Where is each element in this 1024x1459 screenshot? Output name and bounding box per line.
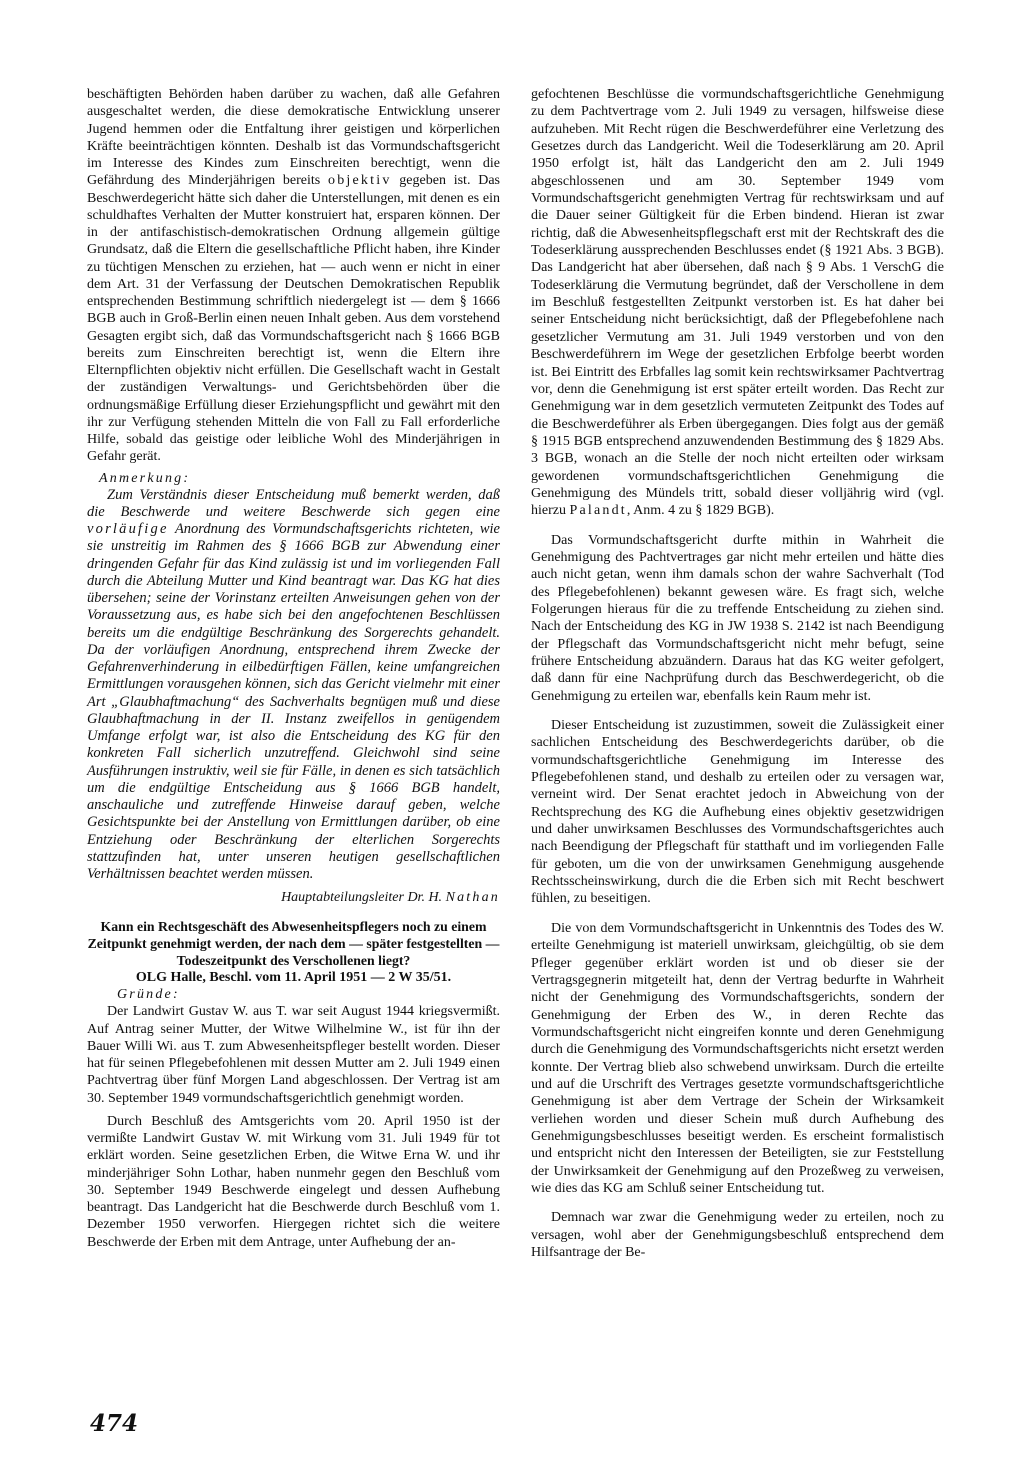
author-signature — [87, 889, 500, 906]
case-headline: Kann ein Rechtsgeschäft des Abwesenheitspflegers noch zu einem Zeitpunkt genehmigt werden, der nach dem — später festgestellten — Todeszeitpunkt des Verschollenen liegt? — [87, 919, 500, 969]
case-citation: OLG Halle, Beschl. vom 11. April 1951 — 2 W 35/51. — [135, 970, 452, 986]
emphasis: vorläufige — [87, 521, 169, 537]
text-run: beschäftigten Behörden haben darüber zu wachen, daß alle Gefahren ausgeschaltet werden, die diese demokratische Entwicklung unserer Jugend hemmen oder die Entfaltung ihrer geistigen und körperlichen Kräfte beeinträchtigen könnten. Deshalb ist das Vormundschaftsgericht im Interesse des Kindes zum Einschreiten berechtigt, wenn die Gefährdung des Minderjährigen bereits — [87, 87, 500, 189]
author-title: Hauptabteilungsleiter Dr. H. — [281, 890, 443, 906]
annotation-paragraph — [87, 487, 500, 884]
emphasis: Palandt — [569, 503, 627, 519]
paragraph: Der Landwirt Gustav W. aus T. war seit August 1944 kriegsvermißt. Auf Antrag seiner Mutter, der Witwe Wilhelmine W., ist für ihn der Bauer Willi Wi. aus T. zum Abwesenheitspfleger bestellt worden. Dieser hat für seinen Pflegebefohlenen mit dessen Mutter am 2. Juli 1949 einen Pachtvertrag über fünf Morgen Land abgeschlossen. Der Vertrag ist am 30. September 1949 vormundschaftsgerichtlich genehmigt worden. — [87, 1004, 500, 1106]
paragraph: Die von dem Vormundschaftsgericht in Unkenntnis des Todes des W. erteilte Genehmigung ist materiell unwirksam, gleichgültig, ob sie dem Pfleger gegenüber erklärt worden ist und ob dieser sie der Vertragsgegnerin mitgeteilt hat, denn der Vertrag bedurfte in Wahrheit nicht der Genehmigung des Vormundschaftsgerichts, sondern der Genehmigung der Erben des W., in deren Rechte das Vormundschaftsgericht nicht eingreifen konnte und deren Genehmigung durch die Genehmigung des Vormundschaftsgerichts nicht ersetzt werden konnte. Der Vertrag blieb also schwebend unwirksam. Durch die erteilte und auf die Urschrift des Vertrages gesetzte vormundschaftsgerichtliche Genehmigung ist aber dem Vertrage der Schein der Wirksamkeit verliehen worden und dieser Schein muß durch Aufhebung des Genehmigungsbeschlusses beseitigt werden. Es erscheint formalistisch und entspricht nicht den Interessen der Beteiligten, sie zur Feststellung der Unwirksamkeit der Genehmigung auf den Prozeßweg zu verweisen, wie dies das KG am Schluß seiner Entscheidung tut. — [531, 920, 944, 1196]
page-number: 474 — [90, 1410, 139, 1437]
text-run: , Anm. 4 zu § 1829 BGB). — [626, 503, 775, 519]
annotation-heading: Anmerkung: — [99, 470, 191, 486]
paragraph: Dieser Entscheidung ist zuzustimmen, soweit die Zulässigkeit einer sachlichen Entscheidung des Beschwerdegerichts darüber, ob die vormundschaftsgerichtliche Genehmigung im Interesse des Pflegebefohlenen stand, und deshalb zu erteilen oder zu versagen war, verneint wird. Der Senat erachtet jedoch in Abweichung von der Rechtsprechung des KG die Aufhebung eines objektiv gesetzwidrigen und daher unwirksamen Beschlusses des Vormundschaftsgerichtes auch nach Beendigung der Pflegschaft für statthaft und im vorliegenden Falle für geboten, um die von der unwirksamen Genehmigung ausgehende Rechtsscheinswirkung, durch die die Erben sich mit Recht beschwert fühlen, zu beseitigen. — [531, 718, 944, 907]
text-run: gefochtenen Beschlüsse die vormundschaftsgerichtliche Genehmigung zu dem Pachtvertrage vom 2. Juli 1949 zu versagen, hilfsweise diese aufzuheben. Mit Recht rügen die Beschwerdeführer eine Verletzung des Gesetzes durch das Landgericht. Weil die Todeserklärung am 20. April 1950 erfolgt ist, hält das Landgericht den am 2. Juli 1949 abgeschlossenen und am 30. September 1949 vom Vormundschaftsgericht genehmigten Vertrag für rechtswirksam und auf die Dauer seiner Gültigkeit für die Erben bindend. Hieran ist zwar richtig, daß die Abwesenheitspflegschaft erst mit der Rechtskraft des die Todeserklärung aussprechenden Beschlusses endet (§ 1921 Abs. 3 BGB). Das Landgericht hat aber übersehen, daß nach § 9 Abs. 1 VerschG die Todeserklärung die Vermutung begründet, daß der Verschollene in dem im Beschluß festgestellten Zeitpunkt verstorben ist. Es hat daher bei seiner Entscheidung nicht berücksichtigt, daß der Pflegebefohlene nach gesetzlicher Vermutung am 31. Juli 1949 verstorben und von den Beschwerdeführern im Wege der gesetzlichen Erbfolge beerbt worden ist. Bei Eintritt des Erbfalles lag somit kein rechtswirksamer Pachtvertrag vor, denn die Genehmigung ist erst später erteilt worden. Das Recht zur Genehmigung war in dem gesetzlich vermuteten Zeitpunkt des Todes auf die Beschwerdeführer als Erben übergegangen. Dies folgt aus der gemäß § 1915 BGB entsprechend anzuwendenden Bestimmung des § 1829 Abs. 3 BGB, wonach an die Stelle der noch nicht erteilten oder wirksam gewordenen vormundschaftsgerichtlichen Genehmigung die Genehmigung des Mündels tritt, sobald dieser volljährig wird (vgl. hierzu — [531, 87, 944, 519]
grounds-heading: Gründe: — [117, 987, 180, 1003]
paragraph: Durch Beschluß des Amtsgerichts vom 20. April 1950 ist der vermißte Landwirt Gustav W. mit Wirkung vom 31. Juli 1949 für tot erklärt worden. Seine gesetzlichen Erben, die Witwe Erna W. und ihr minderjähriger Sohn Lothar, haben nunmehr gegen den Beschluß vom 30. September 1949 Beschwerde eingelegt und dessen Aufhebung beantragt. Das Landgericht hat die Beschwerde durch Beschluß vom 1. Dezember 1950 verworfen. Hiergegen richtet sich die weitere Beschwerde der Erben mit dem Antrage, unter Aufhebung der an- — [87, 1113, 500, 1250]
right-column — [531, 86, 944, 1261]
paragraph: Demnach war zwar die Genehmigung weder zu erteilen, noch zu versagen, wohl aber der Genehmigungsbeschluß entsprechend dem Hilfsantrage der Be- — [531, 1210, 944, 1260]
emphasis: objektiv — [328, 173, 392, 189]
paragraph — [531, 86, 944, 520]
paragraph: Das Vormundschaftsgericht durfte mithin in Wahrheit die Genehmigung des Pachtvertrages gar nicht mehr erteilen und hätte dies auch nicht getan, wenn ihm damals schon der wahre Sachverhalt (Tod des Pflegebefohlenen) bekannt gewesen wäre. Es fragt sich, welche Folgerungen hieraus für die zu treffende Entscheidung zu ziehen sind. Nach der Entscheidung des KG in JW 1938 S. 2142 ist nach Beendigung der Pflegschaft das Vormundschaftsgericht nicht mehr befugt, seine frühere Entscheidung abzuändern. Daraus hat das KG weiter gefolgert, daß dann für eine Nachprüfung durch das Beschwerdegericht, ob die Genehmigung zu erteilen war, ebenfalls kein Raum mehr ist. — [531, 532, 944, 704]
text-run: gegeben ist. Das Beschwerdegericht hätte sich daher die Unterstellungen, mit denen es ein schuldhaftes Verhalten der Mutter konstruiert hat, ersparen können. Der in der antifaschistisch-demokratischen Ordnung allgemein gültige Grundsatz, daß die Eltern die gesellschaftliche Pflicht haben, ihre Kinder zu tüchtigen Menschen zu erziehen, hat — auch wenn er nicht in einer dem Art. 31 der Verfassung der Deutschen Demokratischen Republik entsprechenden Bestimmung schriftlich niedergelegt ist — dem § 1666 BGB auch in Groß-Berlin einen neuen Inhalt geben. Aus dem vorstehend Gesagten ergibt sich, daß das Vormundschaftsgericht nach § 1666 BGB bereits zum Einschreiten berechtigt ist, wenn die Eltern ihre Elternpflichten objektiv nicht erfüllen. Die Gesellschaft wacht in Gestalt der zuständigen Verwaltungs- und Gerichtsbehörden über die ordnungsmäßige Erfüllung dieser Erziehungspflicht und gewährt mit den ihr zur Verfügung stehenden Mitteln die von Fall zu Fall erforderliche Hilfe, sobald das geistige oder leibliche Wohl des Minderjährigen in Gefahr gerät. — [87, 173, 500, 465]
paragraph — [87, 86, 500, 466]
text-run: Anordnung des Vormundschaftsgerichts richteten, wie sie unstreitig im Rahmen des § 1666 BGB zur Abwendung einer dringenden Gefahr für das Kind zulässig ist und im vorliegenden Fall durch die Abteilung Mutter und Kind beantragt war. Das KG hat dies übersehen; seine der Vorinstanz erteilten Anweisungen gehen von der Voraussetzung aus, es habe sich bei den angefochtenen Beschlüssen bereits um die endgültige Beschränkung des Sorgerechts gehandelt. Da der vorläufigen Anordnung, entsprechend ihrem Zwecke der Gefahrenverhinderung in eilbedürftigen Fällen, keine umfangreichen Ermittlungen vorausgehen können, sich das Gericht vielmehr mit einer Art „Glaubhaftmachung“ des Sachverhalts begnügen muß und diese Glaubhaftmachung in der II. Instanz zweifellos in genügendem Umfange erfolgt war, ist also die Entscheidung des KG für den konkreten Fall sicherlich unzutreffend. Gleichwohl sind seine Ausführungen instruktiv, weil sie für Fälle, in denen es sich tatsächlich um die endgültige Entscheidung aus § 1666 BGB handelt, anschauliche und zutreffende Hinweise darauf geben, welche Gesichtspunkte bei der Anstellung von Ermittlungen darüber, ob eine Entziehung oder Beschränkung der elterlichen Sorgerechts stattzufinden hat, unter unseren heutigen gesellschaftlichen Verhältnissen beachtet werden müssen. — [87, 521, 500, 882]
left-column — [87, 86, 500, 1251]
text-run: Zum Verständnis dieser Entscheidung muß bemerkt werden, daß die Beschwerde und weitere Beschwerde sich gegen eine — [87, 486, 500, 520]
author-name: Nathan — [445, 890, 500, 906]
